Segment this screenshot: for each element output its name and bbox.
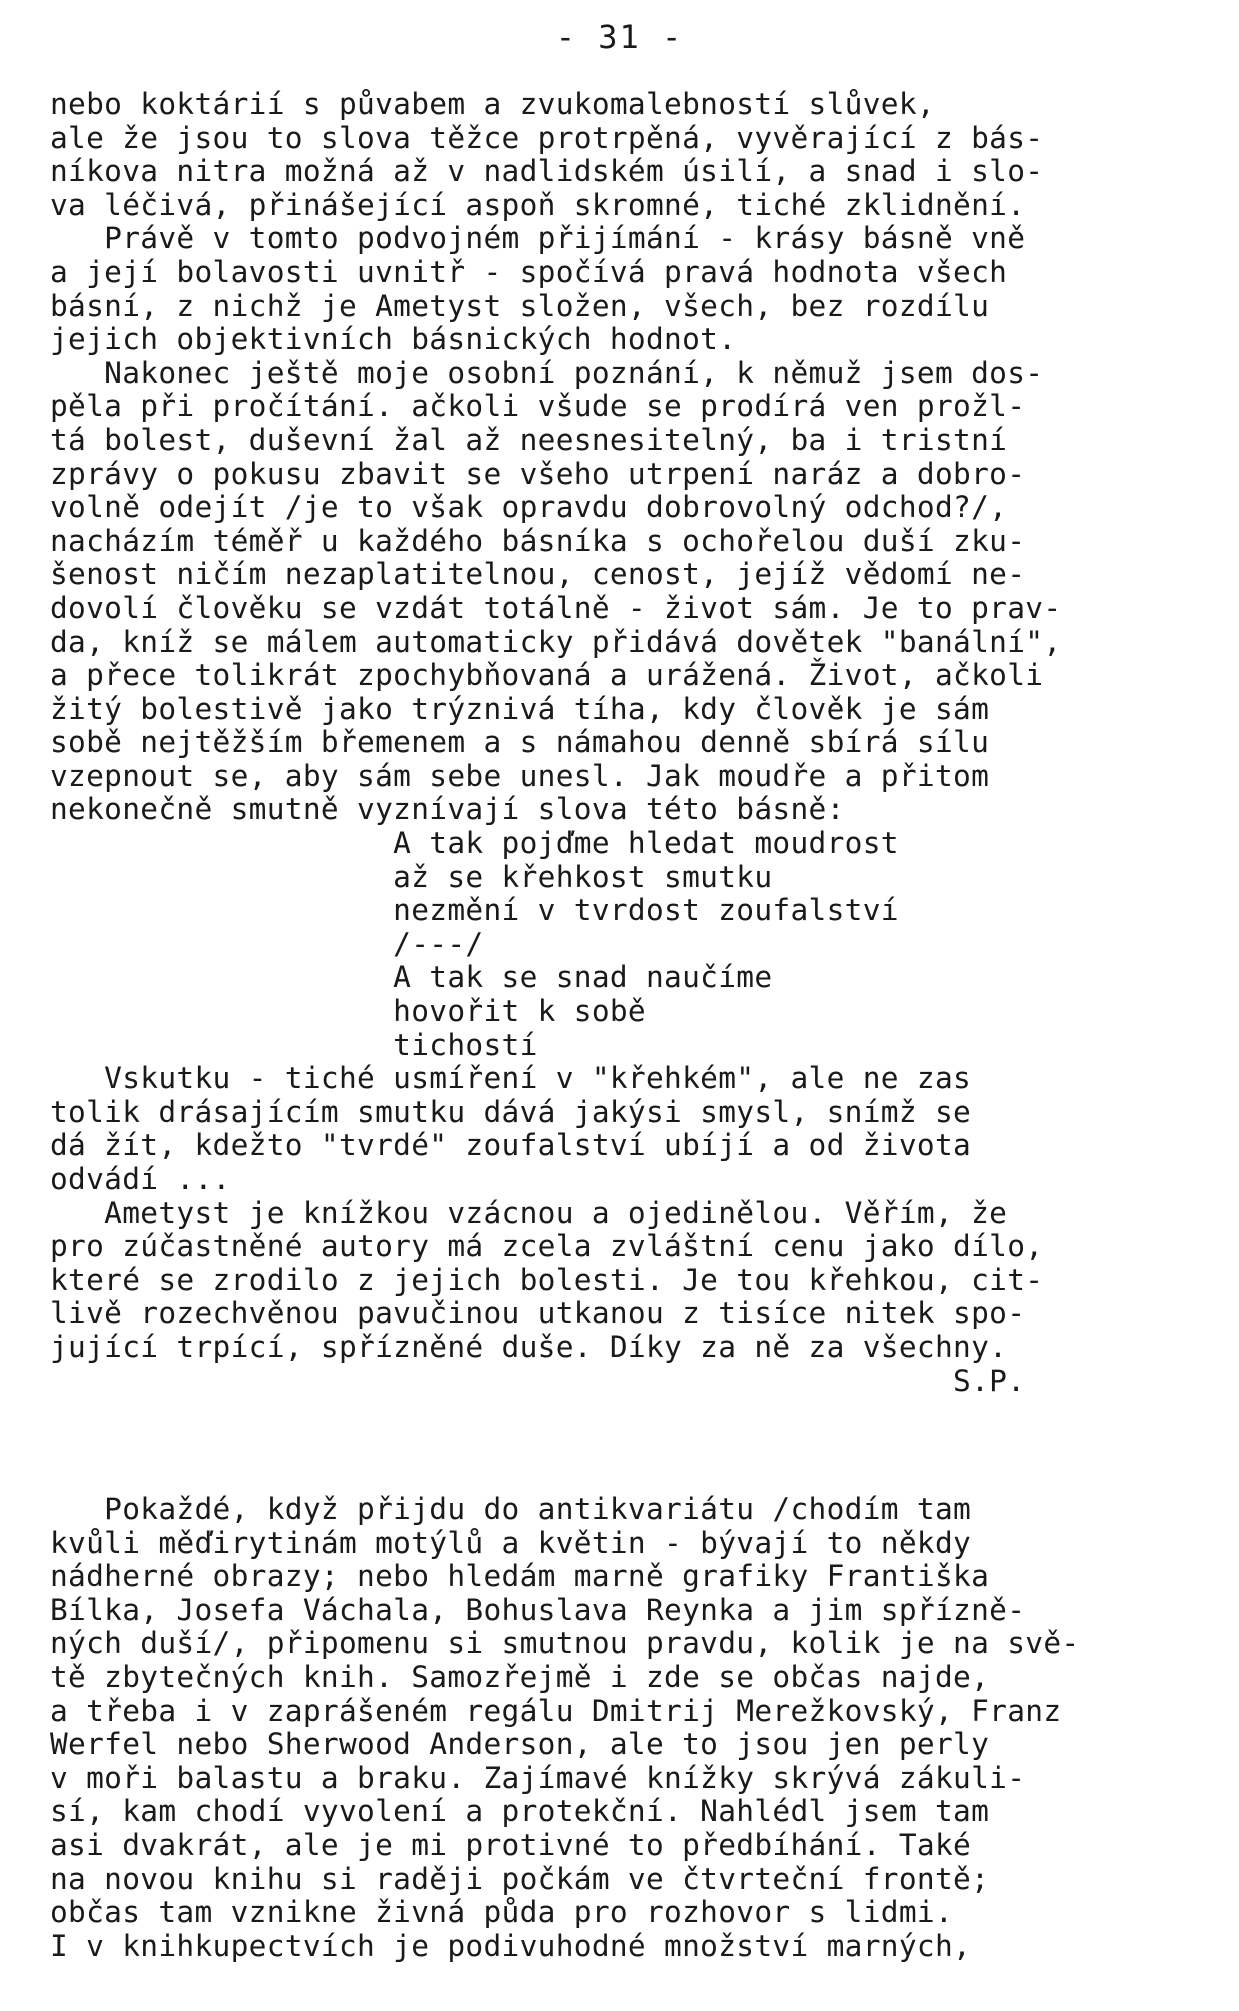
text-line: Nakonec ještě moje osobní poznání, k němuž jsem dos- xyxy=(50,355,1044,390)
text-line: dá žít, kdežto "tvrdé" zoufalství ubíjí a od života xyxy=(50,1128,972,1163)
text-line: volně odejít /je to však opravdu dobrovolný odchod?/, xyxy=(50,490,1008,525)
text-line: va léčivá, přinášející aspoň skromné, tiché zklidnění. xyxy=(50,187,1026,222)
text-line: odvádí ... xyxy=(50,1162,231,1196)
text-line: a její bolavosti uvnitř - spočívá pravá hodnota všech xyxy=(50,254,1008,289)
text-line: nacházím téměř u každého básníka s ochořelou duší zku- xyxy=(50,523,1026,558)
text-line: asi dvakrát, ale je mi protivné to předbíhání. Také xyxy=(50,1827,972,1862)
text-line: sí, kam chodí vyvolení a protekční. Nahlédl jsem tam xyxy=(50,1794,990,1829)
text-line: da, kníž se málem automaticky přidává dovětek "banální", xyxy=(50,624,1062,659)
text-line: v moři balastu a braku. Zajímavé knížky skrývá zákuli- xyxy=(50,1760,1026,1795)
text-line: pro zúčastněné autory má zcela zvláštní cenu jako dílo, xyxy=(50,1229,1044,1264)
text-line: které se zrodilo z jejich bolesti. Je tou křehkou, cit- xyxy=(50,1262,1044,1297)
text-line: Pokaždé, když přijdu do antikvariátu /chodím tam xyxy=(50,1492,972,1526)
text-line: I v knihkupectvích je podivuhodné množství marných, xyxy=(50,1928,972,1963)
text-line: tě zbytečných knih. Samozřejmě i zde se občas najde, xyxy=(50,1659,990,1694)
text-line: hovořit k sobě xyxy=(50,994,646,1029)
text-line: Vskutku - tiché usmíření v "křehkém", ale ne zas xyxy=(50,1061,972,1096)
text-line: a přece tolikrát zpochybňovaná a urážená. Život, ačkoli xyxy=(50,658,1044,693)
text-line: občas tam vznikne živná půda pro rozhovor s lidmi. xyxy=(50,1895,954,1930)
text-line: žitý bolestivě jako trýznivá tíha, kdy člověk je sám xyxy=(50,691,990,726)
text-line: sobě nejtěžším břemenem a s námahou denně sbírá sílu xyxy=(50,725,990,760)
text-line: dovolí člověku se vzdát totálně - život sám. Je to prav- xyxy=(50,590,1062,625)
text-line: S.P. xyxy=(50,1363,1026,1398)
text-line: A tak se snad naučíme xyxy=(50,960,773,995)
text-line: na novou knihu si raději počkám ve čtvrteční frontě; xyxy=(50,1861,990,1896)
page-number: - 31 - xyxy=(555,18,684,56)
text-line: pěla při pročítání. ačkoli všude se prodírá ven prožl- xyxy=(50,389,1026,424)
text-line: až se křehkost smutku xyxy=(50,859,773,894)
text-line: ale že jsou to slova těžce protrpěná, vyvěrající z bás- xyxy=(50,120,1044,155)
text-line: nezmění v tvrdost zoufalství xyxy=(50,893,899,928)
text-line: níkova nitra možná až v nadlidském úsilí, a snad i slo- xyxy=(50,154,1044,189)
text-line: Bílka, Josefa Váchala, Bohuslava Reynka a jim spřízně- xyxy=(50,1592,1026,1627)
text-line: tolik drásajícím smutku dává jakýsi smysl, snímž se xyxy=(50,1094,972,1129)
text-line: jující trpící, spřízněné duše. Díky za ně za všechny. xyxy=(50,1329,1008,1364)
text-line: kvůli měďirytinám motýlů a květin - bývají to někdy xyxy=(50,1525,972,1560)
text-line: Právě v tomto podvojném přijímání - krásy básně vně xyxy=(50,221,1026,256)
text-line: tá bolest, duševní žal až neesnesitelný, ba i tristní xyxy=(50,422,1008,457)
text-line: Ametyst je knížkou vzácnou a ojedinělou. Věřím, že xyxy=(50,1195,1008,1230)
review-text xyxy=(50,88,1210,1398)
text-line: Werfel nebo Sherwood Anderson, ale to jsou jen perly xyxy=(50,1727,990,1762)
text-line: tichostí xyxy=(50,1027,538,1062)
text-line: vzepnout se, aby sám sebe unesl. Jak moudře a přitom xyxy=(50,758,990,793)
text-line: ných duší/, připomenu si smutnou pravdu, kolik je na svě- xyxy=(50,1626,1080,1661)
text-line: šenost ničím nezaplatitelnou, cenost, jejíž vědomí ne- xyxy=(50,557,1026,592)
text-line: nekonečně smutně vyznívají slova této básně: xyxy=(50,792,845,827)
essay-text xyxy=(50,1493,1210,1963)
text-line: nebo koktárií s půvabem a zvukomalebností slůvek, xyxy=(50,87,935,121)
text-line: /---/ xyxy=(50,926,484,961)
text-line: nádherné obrazy; nebo hledám marně grafiky Františka xyxy=(50,1559,990,1594)
text-line: jejich objektivních básnických hodnot. xyxy=(50,322,737,357)
text-line: livě rozechvěnou pavučinou utkanou z tisíce nitek spo- xyxy=(50,1296,1026,1331)
text-line: a třeba i v zaprášeném regálu Dmitrij Merežkovský, Franz xyxy=(50,1693,1062,1728)
text-line: básní, z nichž je Ametyst složen, všech, bez rozdílu xyxy=(50,288,990,323)
text-line: zprávy o pokusu zbavit se všeho utrpení naráz a dobro- xyxy=(50,456,1026,491)
text-line: A tak pojďme hledat moudrost xyxy=(50,826,899,861)
